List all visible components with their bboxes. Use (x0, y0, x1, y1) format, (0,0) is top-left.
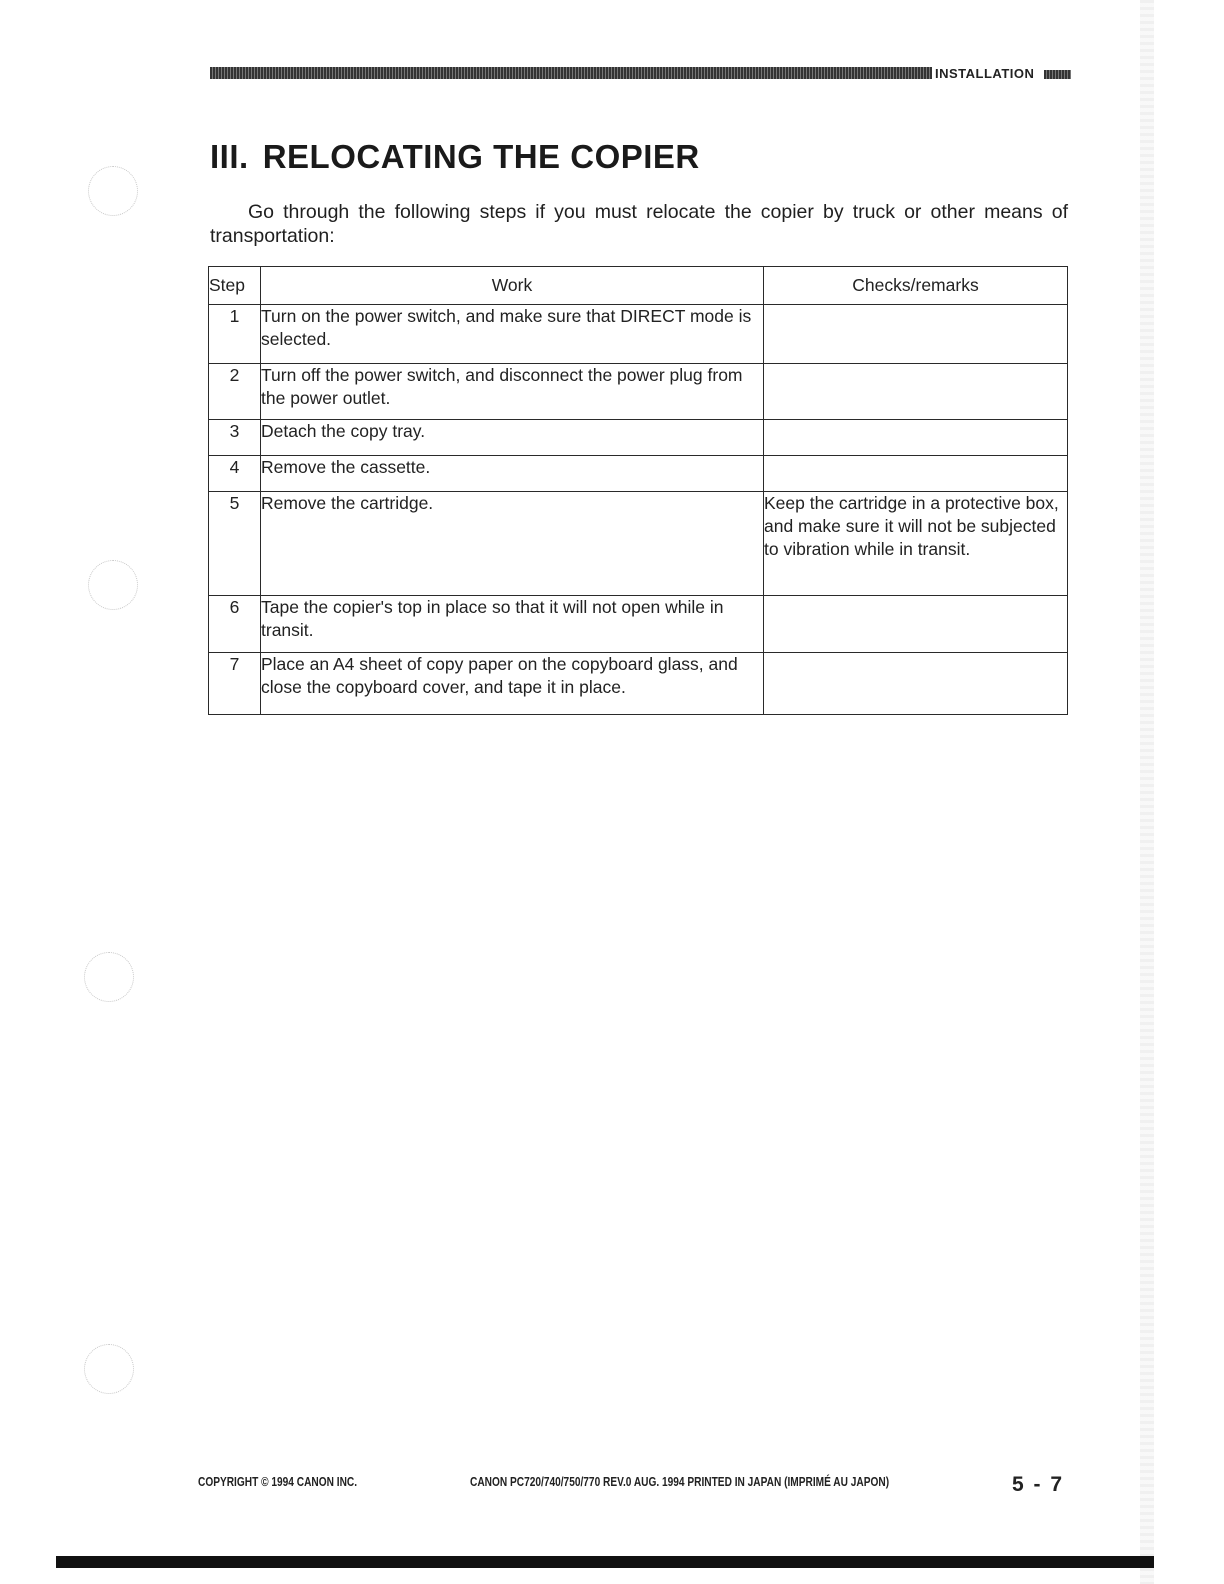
table-row (209, 305, 1068, 364)
header-rule (210, 67, 932, 79)
section-number: III. (210, 138, 249, 175)
step-checks (764, 420, 1068, 456)
punch-hole (84, 952, 134, 1002)
section-header-label: INSTALLATION (935, 66, 1035, 81)
step-number: 3 (209, 420, 261, 456)
step-checks (764, 364, 1068, 420)
step-work: Detach the copy tray. (261, 420, 764, 456)
step-number: 7 (209, 653, 261, 715)
table-row (209, 492, 1068, 596)
step-checks: Keep the cartridge in a protective box, and make sure it will not be subjected to vibration while in transit. (764, 492, 1068, 596)
footer-copyright: COPYRIGHT © 1994 CANON INC. (198, 1474, 358, 1489)
punch-hole (88, 166, 138, 216)
intro-paragraph: Go through the following steps if you must relocate the copier by truck or other means of transportation: (210, 201, 1068, 247)
step-work: Remove the cassette. (261, 456, 764, 492)
step-number: 4 (209, 456, 261, 492)
page-title (210, 138, 700, 176)
step-work: Remove the cartridge. (261, 492, 764, 596)
step-checks (764, 305, 1068, 364)
bottom-scan-bar (56, 1556, 1154, 1568)
footer-model-info: CANON PC720/740/750/770 REV.0 AUG. 1994 PRINTED IN JAPAN (IMPRIMÉ AU JAPON) (470, 1474, 890, 1489)
table-header-row (209, 267, 1068, 305)
table-row (209, 596, 1068, 653)
step-checks (764, 596, 1068, 653)
step-checks (764, 653, 1068, 715)
section-title: RELOCATING THE COPIER (262, 138, 700, 175)
step-work: Turn on the power switch, and make sure that DIRECT mode is selected. (261, 305, 764, 364)
table-row (209, 420, 1068, 456)
table-row (209, 456, 1068, 492)
punch-hole (88, 560, 138, 610)
step-number: 5 (209, 492, 261, 596)
table-row (209, 364, 1068, 420)
step-number: 2 (209, 364, 261, 420)
header-step: Step (209, 267, 261, 305)
scan-edge (1140, 0, 1154, 1584)
step-work: Turn off the power switch, and disconnect the power plug from the power outlet. (261, 364, 764, 420)
step-number: 6 (209, 596, 261, 653)
step-work: Tape the copier's top in place so that it will not open while in transit. (261, 596, 764, 653)
relocation-steps-table (208, 266, 1068, 715)
header-work: Work (261, 267, 764, 305)
table-row (209, 653, 1068, 715)
step-checks (764, 456, 1068, 492)
step-work: Place an A4 sheet of copy paper on the copyboard glass, and close the copyboard cover, and tape it in place. (261, 653, 764, 715)
step-number: 1 (209, 305, 261, 364)
punch-hole (84, 1344, 134, 1394)
page-number: 5 - 7 (1012, 1473, 1065, 1496)
header-rule-end (1044, 70, 1071, 79)
header-checks: Checks/remarks (764, 267, 1068, 305)
